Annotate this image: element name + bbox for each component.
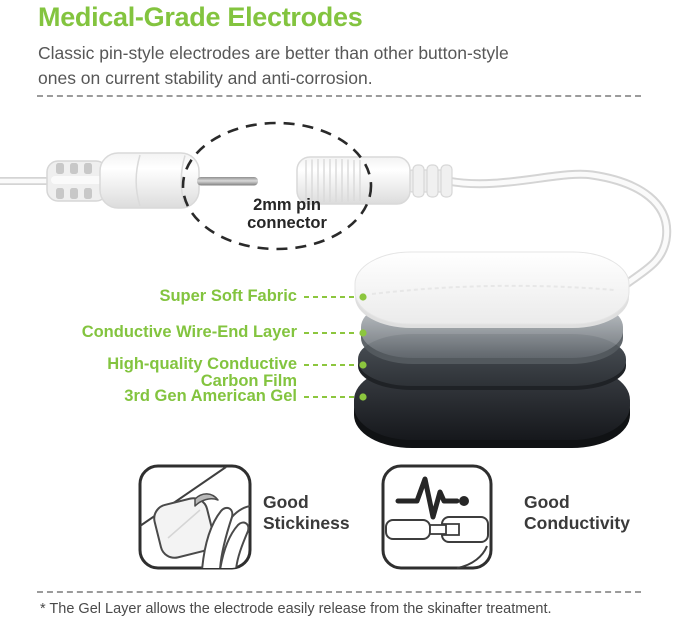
label-conductive-wire-end-layer: Conductive Wire-End Layer [81, 323, 297, 341]
feature-label-conductivity: Good Conductivity [524, 492, 630, 533]
page-title: Medical-Grade Electrodes [38, 2, 363, 32]
subtitle-line-1: Classic pin-style electrodes are better than other button-style [38, 43, 509, 63]
callout-line-1: 2mm pin [253, 196, 321, 214]
metal-pin [197, 177, 258, 186]
peel-electrode-icon [138, 464, 252, 570]
subtitle-line-2: ones on current stability and anti-corrosion. [38, 67, 373, 88]
electrode-layer-stack [354, 252, 630, 448]
layer-fabric [355, 252, 629, 328]
pin-connector-callout [222, 196, 352, 232]
label-conductive-carbon-film: High-quality Conductive Carbon Film [107, 355, 297, 390]
leader-lines [304, 297, 355, 397]
label-3rd-gen-american-gel: 3rd Gen American Gel [124, 387, 297, 405]
feature-label-stickiness: Good Stickiness [263, 492, 350, 533]
bottom-dashed-divider [37, 591, 641, 593]
callout-line-2: connector [247, 214, 327, 233]
pulse-connector-icon [381, 464, 493, 570]
gel-layer-footnote: * The Gel Layer allows the electrode easily release from the skinafter treatment. [40, 601, 552, 617]
label-super-soft-fabric: Super Soft Fabric [159, 287, 297, 305]
